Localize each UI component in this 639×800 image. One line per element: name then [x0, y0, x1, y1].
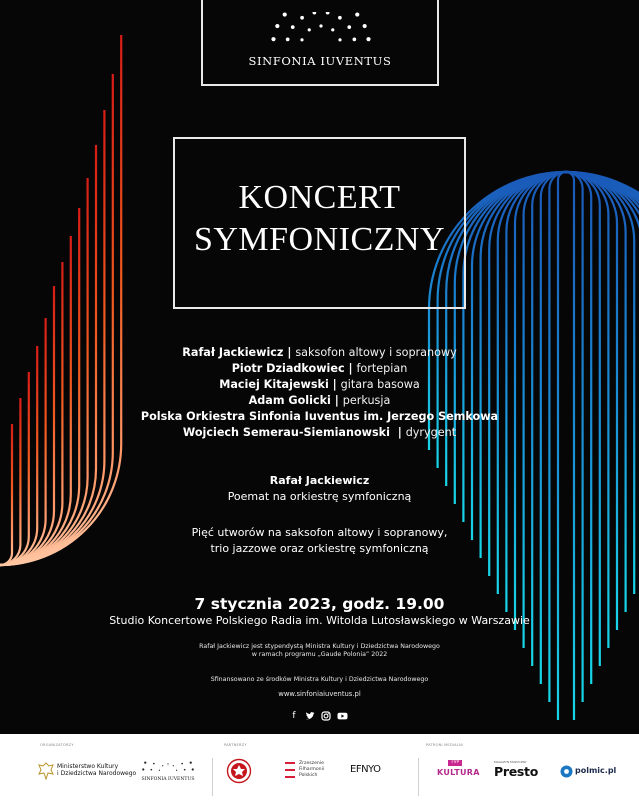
sinfonia-dots-icon: [267, 12, 375, 48]
logo-dot: [338, 38, 341, 41]
logo-dot: [153, 763, 155, 765]
work-title: Poemat na orkiestrę symfoniczną: [227, 490, 412, 503]
media-caption: PATRONI MEDIALNI: [426, 743, 464, 747]
sinfonia-footer-text: SINFONIA IUVENTUS: [141, 777, 195, 782]
performer-row: Wojciech Semerau-Siemianowski | dyrygent: [182, 426, 457, 439]
twitter-icon[interactable]: [305, 711, 315, 721]
event-date: 7 stycznia 2023, godz. 19.00: [194, 595, 445, 613]
polmic-text: polmic.pl: [575, 766, 617, 775]
funding-note: Sfinansowano ze środków Ministra Kultury i Dziedzictwa Narodowego: [210, 676, 429, 683]
logo-dot: [150, 769, 152, 771]
logo-box: [201, 0, 439, 86]
youtube-icon[interactable]: [337, 711, 347, 721]
logo-dot: [176, 770, 177, 771]
logo-dot: [331, 28, 334, 31]
title-line-1: KONCERT: [238, 179, 401, 216]
description-line-1: Pięć utworów na saksofon altowy i sopranowy,: [191, 526, 448, 539]
scholarship-line-1: Rafał Jackiewicz jest stypendystą Ministra Kultury i Dziedzictwa Narodowego: [199, 643, 440, 650]
organizers-caption: ORGANIZATORZY: [40, 743, 74, 747]
logo-dot: [355, 12, 359, 16]
logo-dot: [338, 16, 342, 20]
logo-dot: [167, 763, 168, 764]
ministry-line-2: i Dziedzictwa Narodowego: [57, 770, 137, 777]
performers-list: [0, 345, 639, 441]
logo-dot: [300, 38, 303, 41]
logo-dot: [347, 25, 351, 29]
logo-dot: [142, 768, 144, 770]
tvp-kultura-logo: [437, 760, 480, 777]
sinfonia-footer-logo: [140, 758, 196, 782]
logo-dot: [271, 37, 275, 41]
work-composer: Rafał Jackiewicz: [269, 474, 370, 487]
zpp-line-2: Filharmonii: [299, 767, 325, 772]
logo-dot: [326, 12, 330, 15]
eagle-emblem-icon: [38, 762, 54, 780]
performer-row: Adam Golicki | perkusja: [248, 394, 391, 407]
footer-divider: [418, 758, 419, 796]
logo-dot: [184, 769, 186, 771]
logo-dot: [162, 765, 163, 766]
performer-row: Rafał Jackiewicz | saksofon altowy i sopranowy: [182, 346, 457, 359]
ministry-line-1: Ministerstwo Kultury: [57, 763, 119, 770]
zpp-mark-icon: [283, 760, 297, 780]
performer-row: Piotr Dziadkowiec | fortepian: [231, 362, 408, 375]
logo-dot: [190, 762, 192, 764]
logo-dot: [291, 25, 295, 29]
logo-name: SINFONIA IUVENTUS: [248, 54, 392, 68]
tvp-badge: TVP: [448, 760, 462, 766]
presto-tagline: MAGAZYN MUZYCZNY: [494, 760, 527, 764]
logo-dot: [144, 762, 146, 764]
logo-dot: [363, 24, 367, 28]
website-link[interactable]: www.sinfoniaiuventus.pl: [278, 690, 361, 698]
logo-dot: [366, 37, 370, 41]
sponsor-footer: [0, 734, 639, 800]
logo-dot: [173, 765, 174, 766]
performer-row: Polska Orkiestra Sinfonia Iuventus im. Jerzego Semkowa: [140, 410, 499, 423]
logo-dot: [159, 770, 160, 771]
zpp-line-3: Polskich: [299, 773, 318, 778]
presto-logo: [494, 760, 538, 779]
partners-caption: PARTNERZY: [224, 743, 247, 747]
event-venue: Studio Koncertowe Polskiego Radia im. Witolda Lutosławskiego w Warszawie: [109, 614, 530, 627]
title-line-2: SYMFONICZNY: [193, 221, 446, 258]
logo-dot: [353, 38, 357, 42]
performer-row: Maciej Kitajewski | gitara basowa: [219, 378, 420, 391]
polmic-circle-icon: [560, 765, 573, 778]
facebook-icon[interactable]: f: [292, 711, 296, 721]
logo-dot: [181, 763, 183, 765]
logo-dot: [319, 24, 322, 27]
kultura-text: KULTURA: [437, 768, 480, 777]
presto-name: Presto: [494, 764, 539, 779]
polish-radio-emblem-icon: [226, 758, 252, 784]
social-links: [289, 711, 347, 721]
work-info: [0, 473, 639, 505]
logo-dot: [283, 12, 287, 16]
scholarship-line-2: w ramach programu „Gaude Polonia” 2022: [251, 651, 388, 658]
zpp-line-1: Zrzeszenie: [299, 761, 324, 766]
blue-arc: [558, 172, 574, 720]
instagram-icon[interactable]: [321, 711, 331, 721]
logo-dot: [275, 24, 279, 28]
sinfonia-dots-small-icon: [140, 761, 196, 773]
title-box: [173, 137, 466, 309]
logo-dot: [308, 28, 311, 31]
program-description: [0, 525, 639, 557]
logo-dot: [286, 38, 290, 42]
logo-dot: [192, 768, 194, 770]
logo-dot: [313, 12, 317, 15]
description-line-2: trio jazzowe oraz orkiestrę symfoniczną: [210, 542, 429, 555]
footer-divider: [212, 758, 213, 796]
logo-dot: [300, 16, 304, 20]
efnyo-logo: EFNYO: [350, 764, 381, 775]
